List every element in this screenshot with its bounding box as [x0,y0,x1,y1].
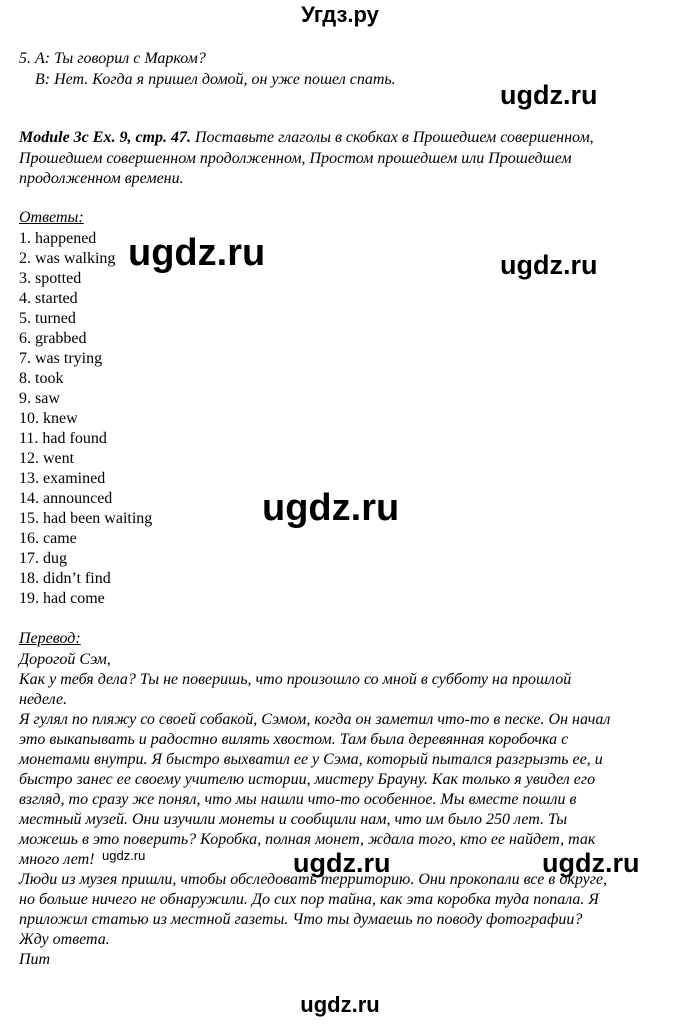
watermark-small: ugdz.ru [102,848,146,863]
translation-line: быстро занес ее своему учителю истории, мистеру Брауну. Как только я увидел его [19,771,596,788]
watermark: ugdz.ru [542,848,640,878]
watermark: ugdz.ru [293,848,391,878]
translation-line: можешь в это поверить? Коробка, полная монет, ждала того, кто ее найдет, так [19,831,596,848]
dialogue-line-1: 5. А: Ты говорил с Марком? [19,50,206,67]
watermark: ugdz.ru [262,487,400,529]
list-item: 10. knew [19,410,78,427]
task-line-2: Прошедшем совершенном продолженном, Простом прошедшем или Прошедшем [19,150,572,167]
translation-line: Я гулял по пляжу со своей собакой, Сэмом, когда он заметил что-то в песке. Он начал [19,711,611,728]
list-item: 19. had come [19,590,105,607]
watermark: ugdz.ru [128,232,266,274]
translation-line: приложил статью из местной газеты. Что ты думаешь по поводу фотографии? [19,911,583,928]
translation-line: взгляд, то сразу же понял, что мы нашли что-то особенное. Мы вместе пошли в [19,791,577,808]
translation-text [19,650,659,970]
list-item: 2. was walking [19,250,116,267]
task-reference: Module 3c Ex. 9, стр. 47. [19,129,191,146]
translation-line: это выкапывать и радостно вилять хвостом. Там была деревянная коробочка с [19,731,569,748]
list-item: 15. had been waiting [19,510,153,527]
translation-line: неделе. [19,691,68,708]
site-title-bottom: ugdz.ru [300,992,380,1017]
translation-line: местный музей. Они изучили монеты и сообщили нам, что им было 250 лет. Ты [19,811,568,828]
list-item: 4. started [19,290,78,307]
task-line-1 [19,128,594,148]
list-item: 6. grabbed [19,330,87,347]
list-item: 7. was trying [19,350,103,367]
translation-line: Пит [19,951,51,968]
translation-line: но больше ничего не обнаружили. До сих пор тайна, как эта коробка туда попала. Я [19,891,599,908]
site-title-top: Угдз.ру [301,2,379,27]
translation-line: много лет! [19,851,95,868]
list-item: 11. had found [19,430,107,447]
watermark: ugdz.ru [500,250,598,280]
translation-line: Дорогой Сэм, [19,651,111,668]
answers-list [19,229,152,609]
task-text: Поставьте глаголы в скобках в Прошедшем совершенном, [191,129,594,146]
list-item: 1. happened [19,230,97,247]
list-item: 9. saw [19,390,60,407]
translation-line: Жду ответа. [19,931,110,948]
list-item: 8. took [19,370,64,387]
list-item: 13. examined [19,470,106,487]
dialogue-line-2: В: Нет. Когда я пришел домой, он уже пошел спать. [35,71,396,88]
watermark: ugdz.ru [500,80,598,110]
answers-heading: Ответы: [19,209,84,226]
list-item: 17. dug [19,550,67,567]
task-line-3: продолженном времени. [19,170,184,187]
list-item: 16. came [19,530,77,547]
list-item: 3. spotted [19,270,82,287]
translation-line: Как у тебя дела? Ты не поверишь, что произошло со мной в субботу на прошлой [19,671,572,688]
list-item: 12. went [19,450,75,467]
list-item: 18. didn’t find [19,570,111,587]
translation-line: Люди из музея пришли, чтобы обследовать территорию. Они прокопали все в округе, [19,871,608,888]
list-item: 5. turned [19,310,76,327]
translation-line: монетами внутри. Я быстро выхватил ее у Сэма, который пытался разгрызть ее, и [19,751,603,768]
translation-heading: Перевод: [19,630,81,647]
list-item: 14. announced [19,490,113,507]
